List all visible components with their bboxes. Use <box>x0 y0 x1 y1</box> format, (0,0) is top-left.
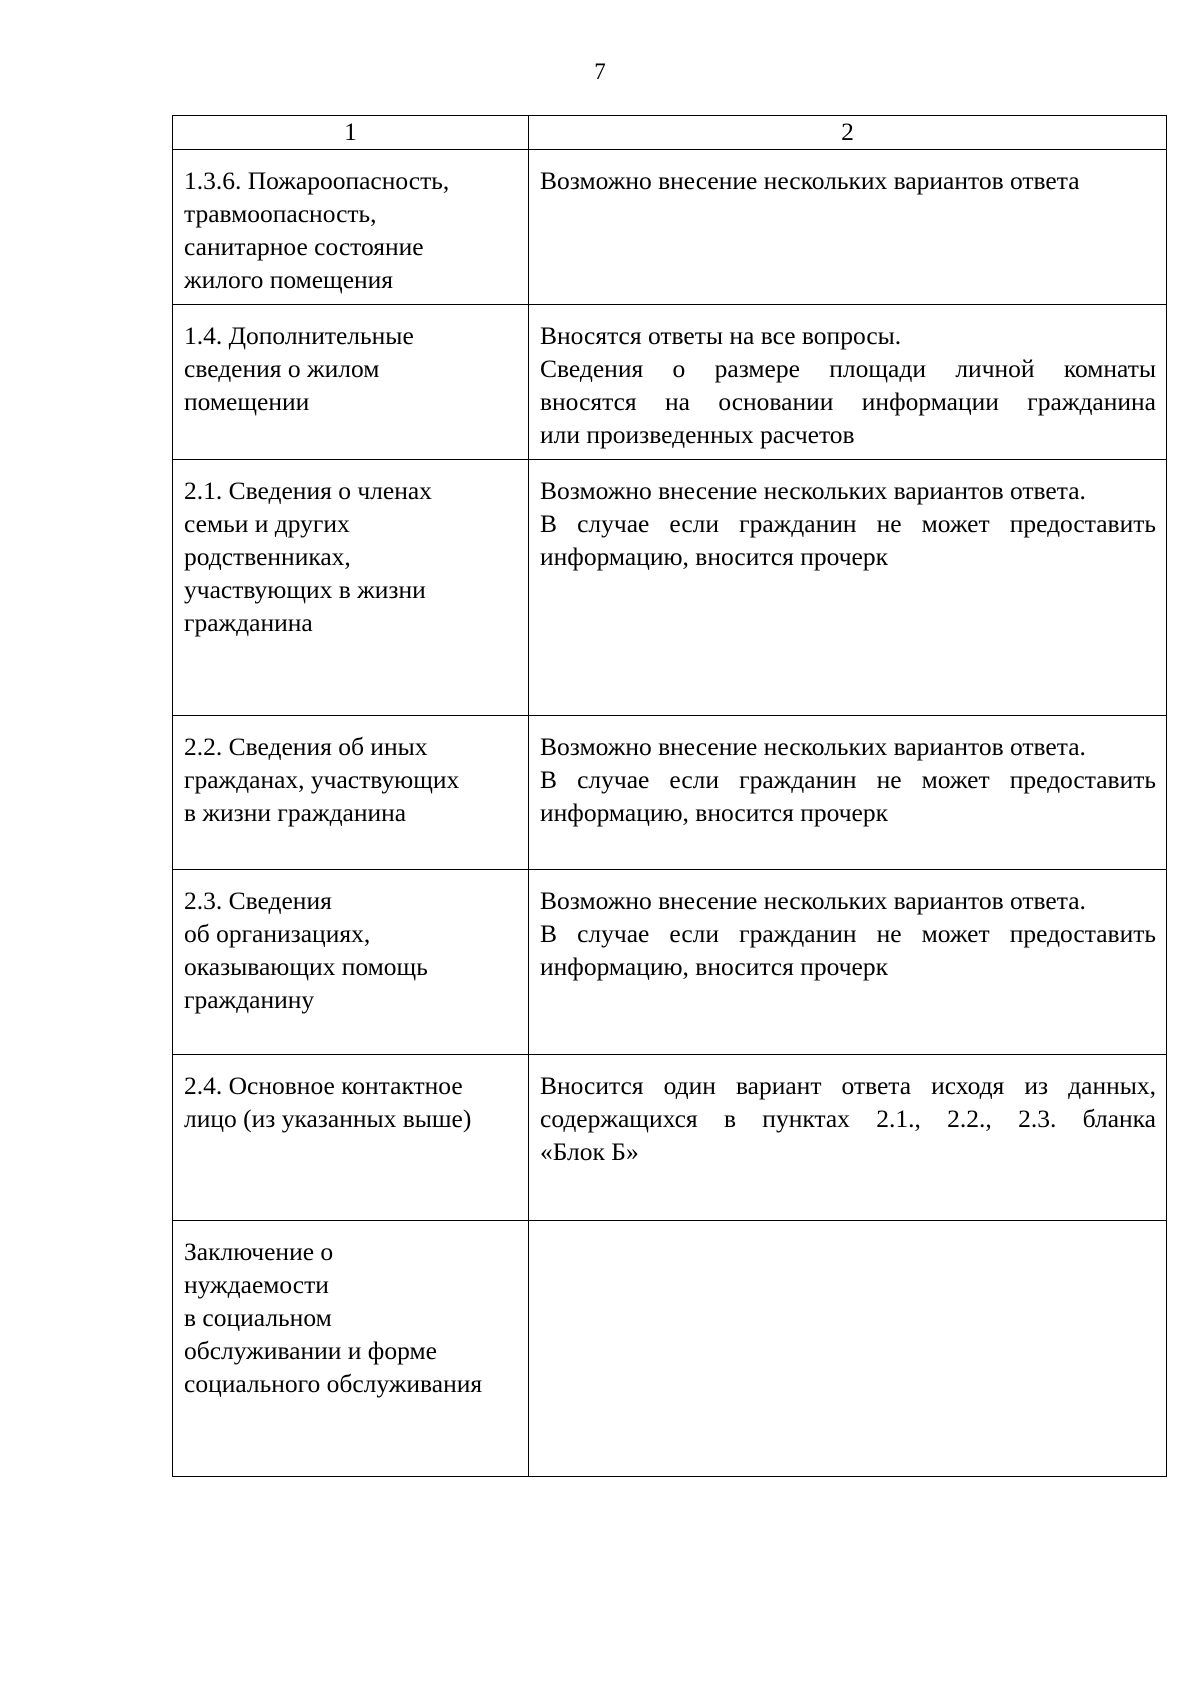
description-cell <box>529 150 1167 305</box>
requirements-table <box>172 115 1167 1477</box>
parameter-line: родственниках, <box>184 542 351 571</box>
description-cell <box>529 716 1167 870</box>
parameter-line: социального обслуживания <box>184 1369 483 1398</box>
description-line: Возможно внесение нескольких вариантов ответа. <box>540 732 1086 761</box>
parameter-line: 2.2. Сведения об иных <box>184 732 428 761</box>
parameter-line: семьи и других <box>184 509 350 538</box>
table-row <box>173 870 1167 1055</box>
description-cell <box>529 1221 1167 1477</box>
description-line: Вносится один вариант ответа исходя из данных, <box>540 1071 1156 1100</box>
parameter-cell <box>173 150 529 305</box>
parameter-line: сведения о жилом <box>184 354 380 383</box>
page-number: 7 <box>594 59 606 84</box>
description-line: В случае если гражданин не может предоставить <box>540 509 1156 538</box>
description-cell <box>529 870 1167 1055</box>
table-row <box>173 1055 1167 1221</box>
parameter-cell <box>173 305 529 460</box>
table-row <box>173 460 1167 716</box>
table-row <box>173 716 1167 870</box>
description-line: содержащихся в пунктах 2.1., 2.2., 2.3. бланка <box>540 1104 1156 1133</box>
description-line: «Блок Б» <box>540 1137 639 1166</box>
parameter-line: в социальном <box>184 1303 332 1332</box>
parameter-line: 2.4. Основное контактное <box>184 1071 463 1100</box>
parameter-line: гражданина <box>184 608 313 637</box>
parameter-line: гражданах, участвующих <box>184 765 460 794</box>
description-cell <box>529 460 1167 716</box>
parameter-line: помещении <box>184 387 310 416</box>
description-line: или произведенных расчетов <box>540 420 855 449</box>
table-body <box>173 150 1167 1477</box>
description-line: информацию, вносится прочерк <box>540 952 888 981</box>
description-line: вносятся на основании информации гражданина <box>540 387 1156 416</box>
parameter-line: травмоопасность, <box>184 199 377 228</box>
description-line: информацию, вносится прочерк <box>540 798 888 827</box>
parameter-cell <box>173 460 529 716</box>
description-line: Вносятся ответы на все вопросы. <box>540 321 902 350</box>
parameter-line: 2.3. Сведения <box>184 886 332 915</box>
table-row <box>173 305 1167 460</box>
description-cell <box>529 305 1167 460</box>
parameter-line: в жизни гражданина <box>184 798 407 827</box>
parameter-line: нуждаемости <box>184 1270 329 1299</box>
column-header-2: 2 <box>529 116 1167 150</box>
parameter-line: лицо (из указанных выше) <box>184 1104 472 1133</box>
description-line: В случае если гражданин не может предоставить <box>540 919 1156 948</box>
parameter-line: 2.1. Сведения о членах <box>184 476 432 505</box>
parameter-cell <box>173 1055 529 1221</box>
description-line: В случае если гражданин не может предоставить <box>540 765 1156 794</box>
parameter-line: Заключение о <box>184 1237 334 1266</box>
parameter-cell <box>173 1221 529 1477</box>
parameter-line: участвующих в жизни <box>184 575 426 604</box>
parameter-line: жилого помещения <box>184 265 394 294</box>
description-cell <box>529 1055 1167 1221</box>
description-line: Возможно внесение нескольких вариантов ответа. <box>540 886 1086 915</box>
parameter-line: санитарное состояние <box>184 232 424 261</box>
description-line: Возможно внесение нескольких вариантов ответа <box>540 166 1080 195</box>
parameter-line: обслуживании и форме <box>184 1336 437 1365</box>
table-row <box>173 150 1167 305</box>
parameter-line: гражданину <box>184 985 315 1014</box>
parameter-line: 1.4. Дополнительные <box>184 321 414 350</box>
parameter-cell <box>173 870 529 1055</box>
parameter-line: 1.3.6. Пожароопасность, <box>184 166 450 195</box>
description-line: Возможно внесение нескольких вариантов ответа. <box>540 476 1086 505</box>
table-header-row <box>173 116 1167 150</box>
table-row <box>173 1221 1167 1477</box>
description-line: информацию, вносится прочерк <box>540 542 888 571</box>
parameter-cell <box>173 716 529 870</box>
parameter-line: оказывающих помощь <box>184 952 428 981</box>
column-header-1: 1 <box>173 116 529 150</box>
description-line: Сведения о размере площади личной комнаты <box>540 354 1156 383</box>
parameter-line: об организациях, <box>184 919 371 948</box>
